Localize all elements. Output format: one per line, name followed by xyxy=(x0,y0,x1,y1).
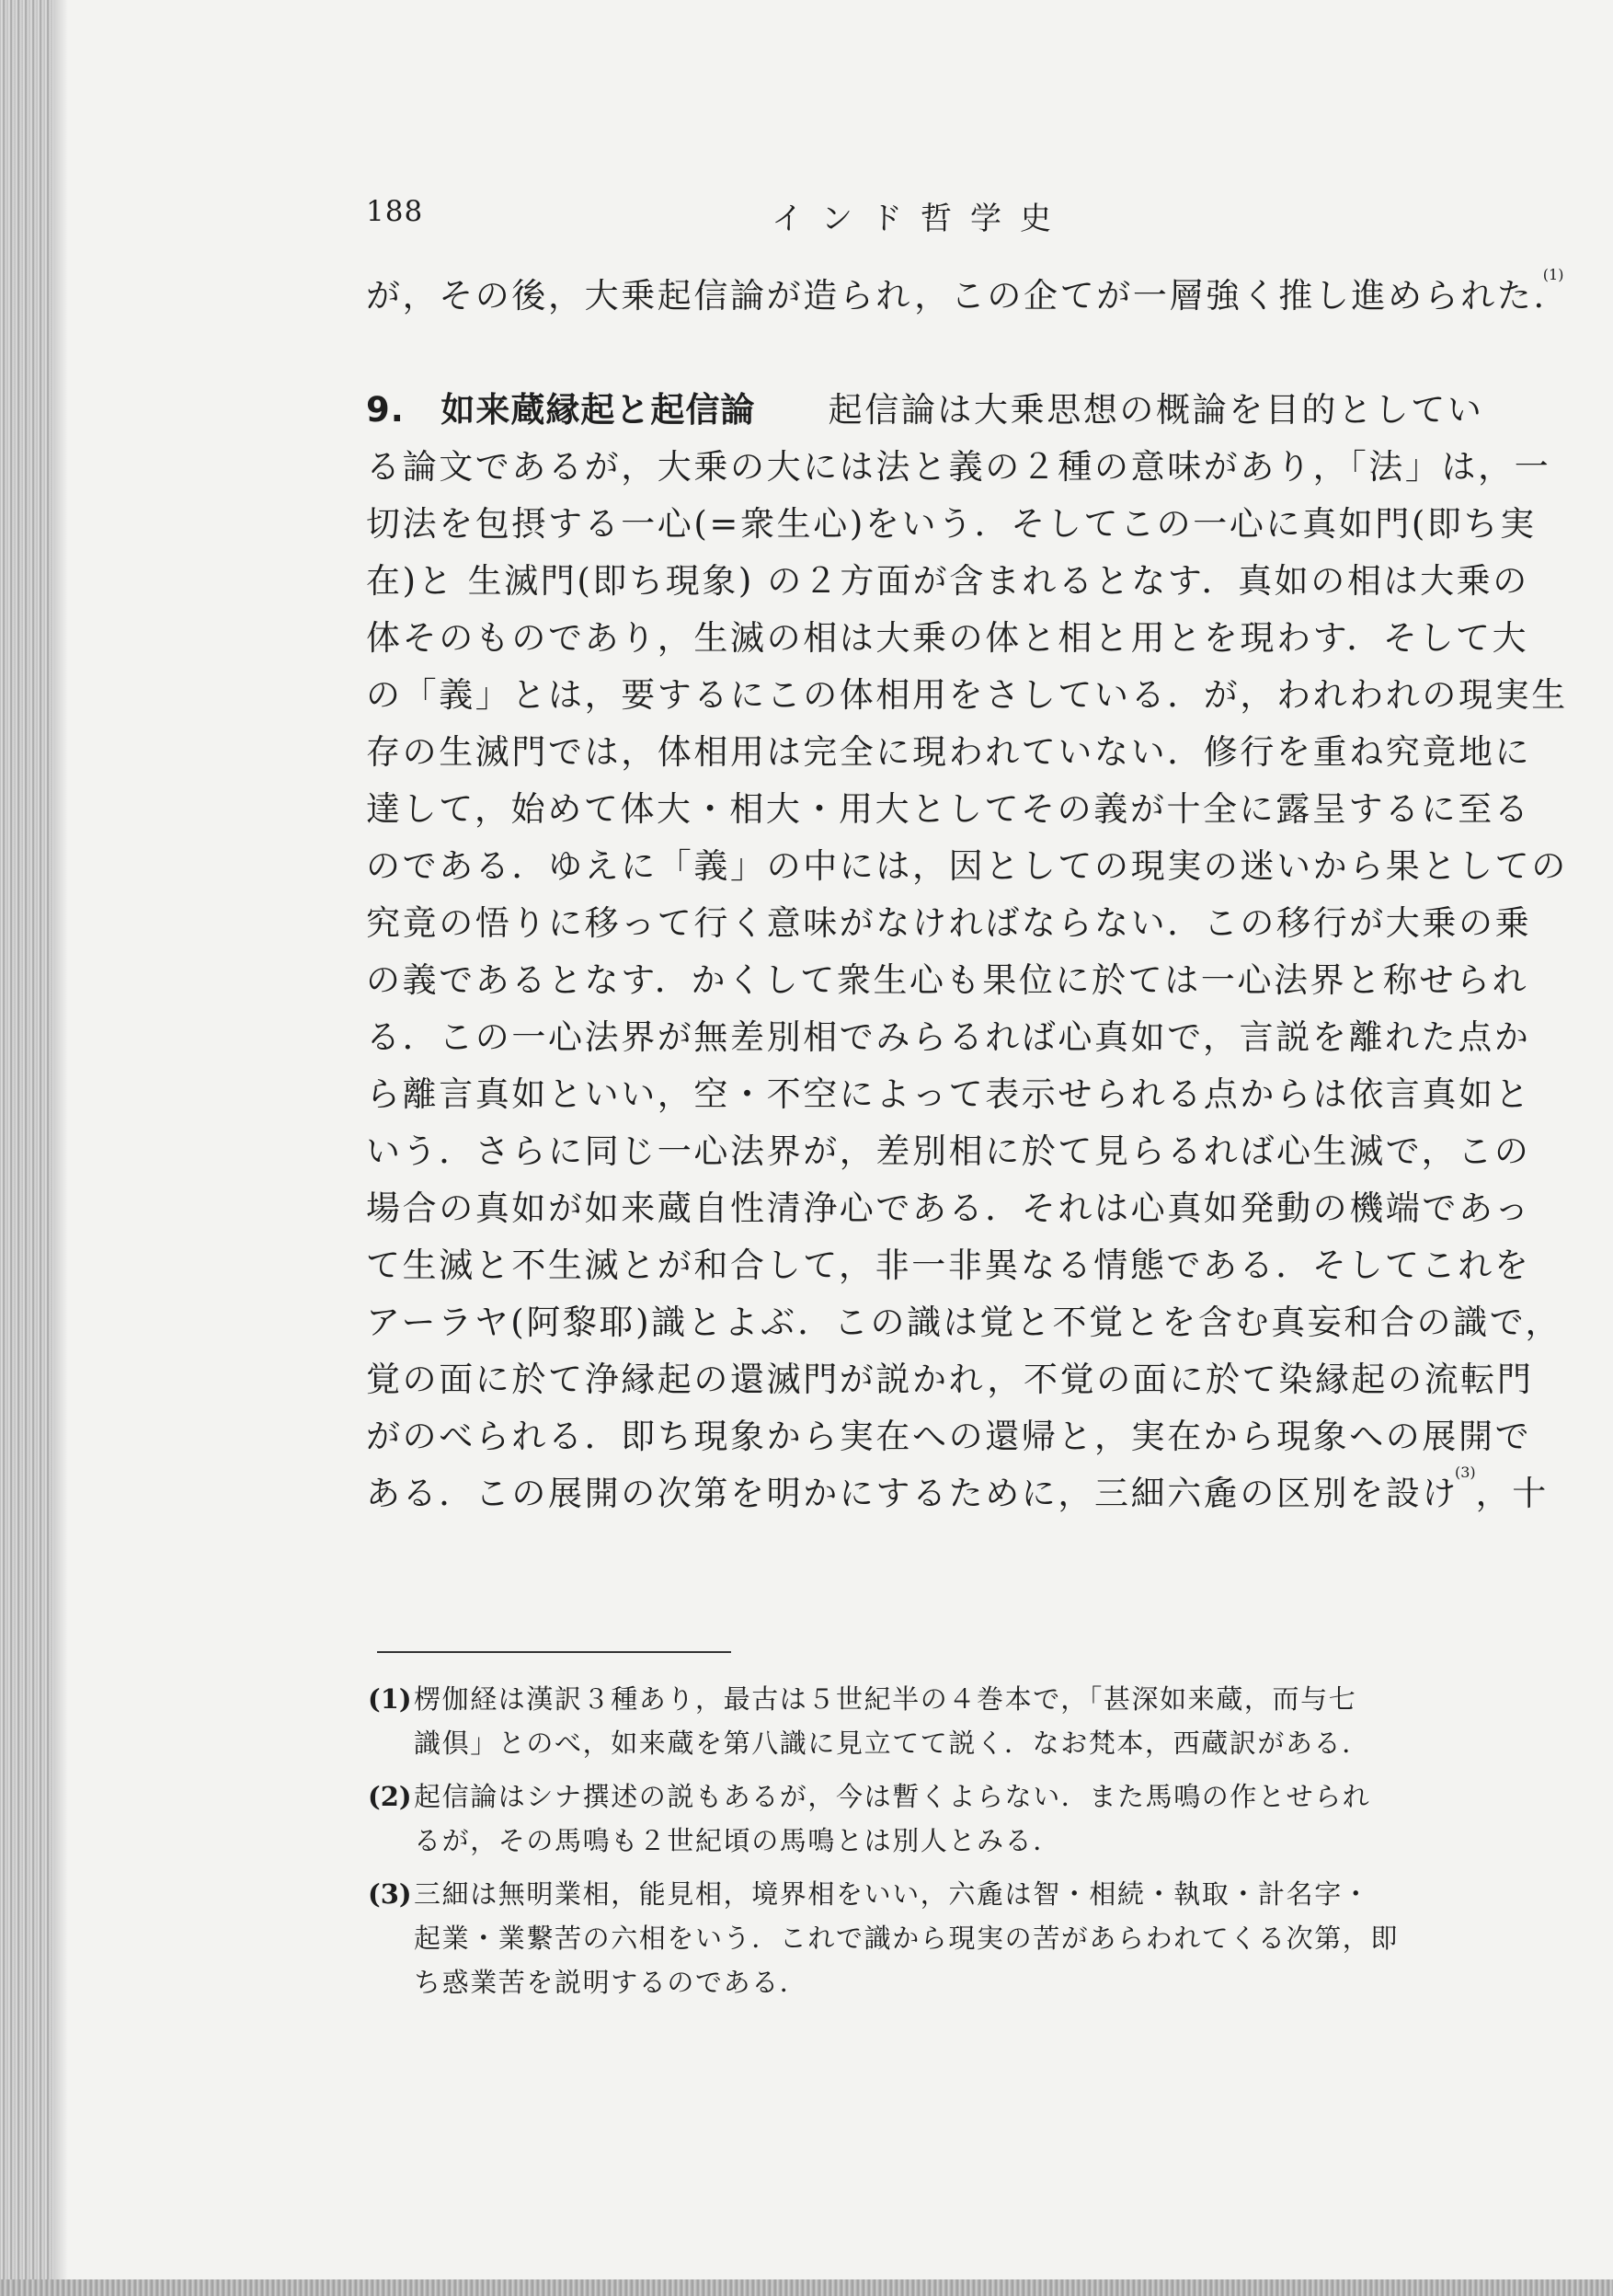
section-title: 如来蔵縁起と起信論 xyxy=(440,390,756,430)
page-header xyxy=(366,195,1457,250)
body-line: アーラヤ(阿黎耶)識とよぶ．この識は覚と不覚とを含む真妄和合の識で， xyxy=(366,1303,1562,1342)
body-line: ら離言真如といい，空・不空によって表示せられる点からは依言真如と xyxy=(366,1074,1532,1114)
binding-shadow xyxy=(53,0,68,2296)
footnote-text: 三細は無明業相，能見相，境界相をいい，六麁は智・相続・執取・計名字・ xyxy=(414,1878,1371,1910)
body-line: て生滅と不生滅とが和合して，非一非異なる情態である．そしてこれを xyxy=(366,1246,1531,1285)
body-line: る．この一心法界が無差別相でみらるれば心真如で，言説を離れた点か xyxy=(366,1017,1531,1057)
footnote-2-line-1 xyxy=(368,1775,1370,1818)
section-number: 9. xyxy=(366,390,405,430)
footnote-text: 起業・業繋苦の六相をいう．これで識から現実の苦があらわれてくる次第，即 xyxy=(414,1923,1400,1954)
footnote-1-line-1 xyxy=(368,1678,1356,1720)
footnote-ref-1: (1) xyxy=(1542,266,1564,283)
footnote-ref-3: (3) xyxy=(1455,1464,1476,1481)
page-number: 188 xyxy=(366,195,424,228)
footnote-text: るが，その馬鳴も２世紀頃の馬鳴とは別人とみる． xyxy=(414,1825,1061,1856)
book-binding-edge xyxy=(0,0,53,2296)
body-line-first-text: が，その後，大乗起信論が造られ，この企てが一層強く推し進められた. xyxy=(366,276,1547,316)
footnote-text: 起信論はシナ撰述の説もあるが，今は暫くよらない．また馬鳴の作とせられ xyxy=(414,1781,1371,1812)
body-line: の「義」とは，要するにこの体相用をさしている．が，われわれの現実生 xyxy=(366,675,1568,715)
body-line: 場合の真如が如来蔵自性清浄心である．それは心真如発動の機端であっ xyxy=(366,1188,1531,1228)
body-line: いう．さらに同じ一心法界が，差別相に於て見らるれば心生滅で，この xyxy=(366,1131,1531,1171)
body-line: の義であるとなす．かくして衆生心も果位に於ては一心法界と称せられ xyxy=(366,960,1529,1000)
body-line: がのべられる．即ち現象から実在への還帰と，実在から現象への展開で xyxy=(366,1417,1532,1456)
body-line: 達して，始めて体大・相大・用大としてその義が十全に露呈するに至る xyxy=(366,789,1531,829)
body-line: 覚の面に於て浄縁起の還滅門が説かれ，不覚の面に於て染縁起の流転門 xyxy=(366,1360,1534,1399)
section-heading-line xyxy=(366,381,1483,440)
body-line-last-text-a: ある．この展開の次第を明かにするために，三細六麁の区別を設け xyxy=(366,1474,1459,1513)
body-line: る論文であるが，大乗の大には法と義の２種の意味があり，「法」は，一 xyxy=(366,447,1551,487)
footnote-text: 楞伽経は漢訳３種あり，最古は５世紀半の４巻本で，「甚深如来蔵，而与七 xyxy=(414,1683,1357,1715)
page-bottom-edge xyxy=(0,2279,1613,2296)
body-line-first xyxy=(366,267,1563,326)
footnote-3-line-1 xyxy=(368,1873,1370,1915)
body-line: 存の生滅門では，体相用は完全に現われていない．修行を重ね究竟地に xyxy=(366,732,1532,772)
running-title: インド哲学史 xyxy=(772,201,1070,237)
footnote-1-number: (1) xyxy=(368,1683,412,1715)
body-line: 究竟の悟りに移って行く意味がなければならない．この移行が大乗の乗 xyxy=(366,903,1532,943)
footnote-text: ち惑業苦を説明するのである． xyxy=(414,1967,808,1998)
body-line: のである．ゆえに「義」の中には，因としての現実の迷いから果としての xyxy=(366,846,1568,886)
footnote-2-number: (2) xyxy=(368,1781,412,1812)
body-line: 体そのものであり，生滅の相は大乗の体と相と用とを現わす．そして大 xyxy=(366,618,1529,658)
body-line-last-text-b: ，十 xyxy=(1475,1474,1549,1513)
footnote-text: 識倶」とのべ，如来蔵を第八識に見立てて説く．なお梵本，西蔵訳がある． xyxy=(414,1728,1370,1759)
body-line: 在)と 生滅門(即ち現象) の２方面が含まれるとなす．真如の相は大乗の xyxy=(366,561,1529,601)
section-first-line: 起信論は大乗思想の概論を目的としてい xyxy=(828,390,1484,430)
footnote-divider xyxy=(377,1651,731,1653)
body-line-last xyxy=(366,1464,1549,1523)
body-line: 切法を包摂する一心(=衆生心)をいう．そしてこの一心に真如門(即ち実 xyxy=(366,504,1537,544)
footnote-3-number: (3) xyxy=(368,1878,412,1910)
